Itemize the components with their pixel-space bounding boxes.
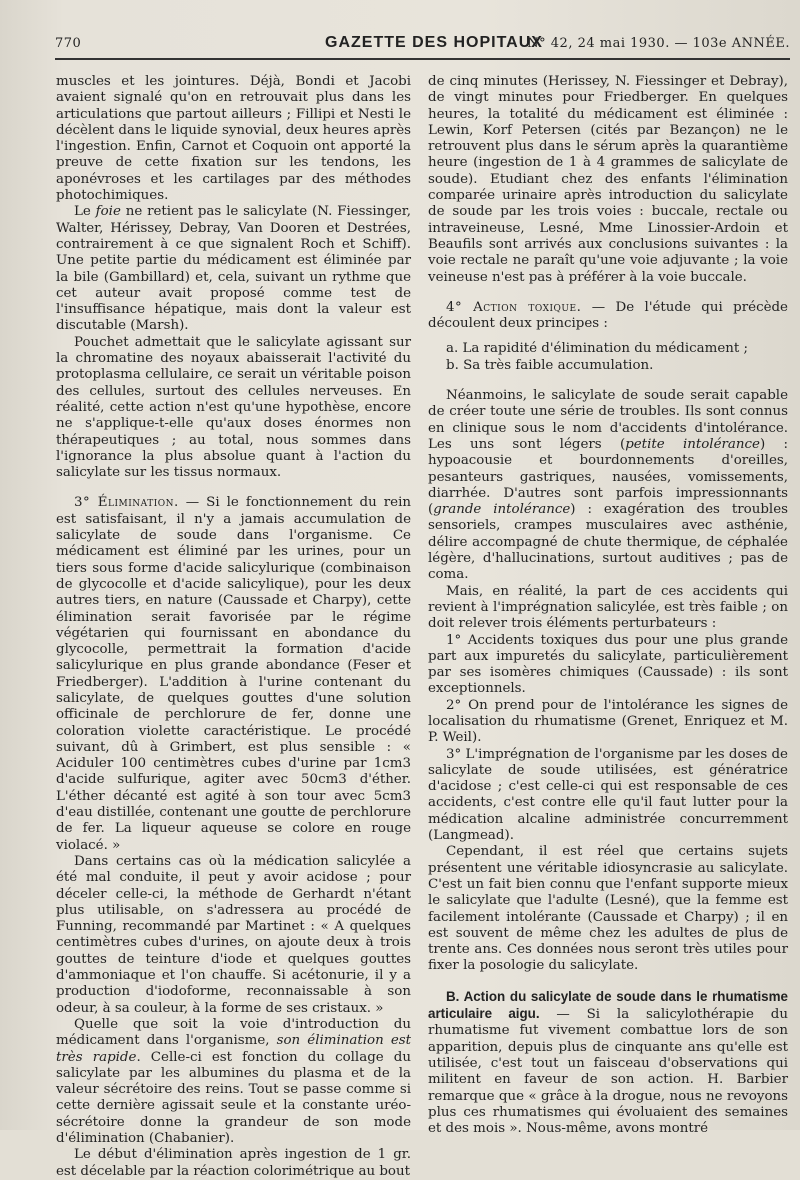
text-run: Quelle que soit la voie d'introduction du médicament dans l'organisme, bbox=[56, 1016, 411, 1049]
page-header bbox=[55, 30, 790, 60]
text-run: ne retient pas le salicylate (N. Fiessinger, Walter, Hérissey, Debray, Van Dooren et Destrées, contrairement à ce que signalent Roch et Schiff). Une petite partie du médicament est éliminée par la bile (Gambillard) et, cela, suivant un rythme que cet auteur avait proposé comme test de l'insuffisance hépatique, mais dont la valeur est discutable (Marsh). bbox=[56, 204, 411, 334]
text-run: — Si la salicylothérapie du rhumatisme fut vivement combattue lors de son apparition, depuis plus de cinquante ans qu'elle est utilisée, c'est tout un faisceau d'observations qui militent en faveur de son action. H. Barbier remarque que « grâce à la drogue, nous ne revoyons plus ces rhumatismes qui évoluaient des semaines et des mois ». Nous-même, avons montré bbox=[428, 1007, 788, 1137]
section-heading: 3° Élimination. bbox=[74, 495, 179, 511]
paragraph bbox=[428, 388, 788, 584]
section-paragraph bbox=[428, 989, 788, 1138]
paragraph bbox=[56, 204, 411, 334]
list-item: a. La rapidité d'élimination du médicament ; bbox=[446, 341, 749, 357]
italic-text: grande intolérance bbox=[433, 502, 571, 518]
paragraph bbox=[56, 1017, 411, 1147]
list-item: b. Sa très faible accumulation. bbox=[446, 357, 654, 373]
text-run: — Si le fonctionnement du rein est satisfaisant, il n'y a jamais accumulation de salicylate de soude dans l'organisme. Ce médicament est éliminé par les urines, pour un tiers sous forme d'acide salicylurique (combinaison de glycocolle et d'acide salicylique), pour les deux autres tiers, en nature (Caussade et Charpy), cette élimination serait favorisée par le régime végétarien qui fournissant en abondance du glycocolle, permettrait la formation d'acide salicylurique en plus grande abondance (Feser et Friedberger). L'addition à l'urine contenant du salicylate, de quelques gouttes d'une solution officinale de perchlorure de fer, donne une coloration violette caractéristique. Le procédé suivant, dû à Grimbert, est plus sensible : « Aciduler 100 centimètres cubes d'urine par 1cm3 d'acide sulfurique, agiter avec 50cm3 d'éther. L'éther décanté est agité à son tour avec 5cm3 d'eau distillée, contenant une goutte de perchlorure de fer. La liqueur aqueuse se colore en rouge violacé. » bbox=[56, 495, 411, 853]
paragraph: Mais, en réalité, la part de ces accidents qui revient à l'imprégnation salicylée, est très faible ; on doit relever trois éléments perturbateurs : bbox=[428, 583, 788, 632]
text-run: Néanmoins, le salicylate de soude serait capable de créer toute une série de troubles. Ils sont connus en clinique sous le nom d'accidents d'intolérance. Les uns sont légers ( bbox=[428, 388, 788, 452]
text-run: ) : exagération des troubles sensoriels, crampes musculaires avec asthénie, délire accompagné de chute thermique, de céphalée légère, d'hallucinations, surtout auditives ; pas de coma. bbox=[428, 502, 788, 583]
text-run: — De l'étude qui précède découlent deux principes : bbox=[428, 299, 788, 332]
section-paragraph bbox=[428, 300, 788, 333]
paragraph: Dans certains cas où la médication salicylée a été mal conduite, il peut y avoir acidose ; pour déceler celle-ci, la méthode de Gerhardt n'étant plus utilisable, on s'adressera au procédé de Funning, recommandé par Martinet : « A quelques centimètres cubes d'urines, on ajoute deux à trois gouttes de teinture d'iode et quelques gouttes d'ammoniaque et l'on chauffe. Si acétonurie, il y a production d'iodoforme, reconnaissable à son odeur, à sa couleur, à la forme de ses cristaux. » bbox=[56, 853, 411, 1016]
left-column bbox=[56, 74, 412, 1179]
paragraph: Pouchet admettait que le salicylate agissant sur la chromatine des noyaux abaisserait l'activité du protoplasma cellulaire, ce serait un véritable poison des cellules, surtout des cellules nerveuses. En réalité, cette action n'est qu'une hypothèse, encore ne s'applique-t-elle qu'aux doses énormes non thérapeutiques ; au total, nous sommes dans l'ignorance la plus absolue quant à l'action du salicylate sur les tissus normaux. bbox=[56, 334, 411, 481]
right-column bbox=[428, 74, 788, 1137]
section-heading: 4° Action toxique. bbox=[446, 299, 582, 315]
text-run: . Celle-ci est fonction du collage du salicylate par les albumines du plasma et de la valeur sécrétoire des reins. Tout se passe comme si cette dernière agissait seule et la constante uréo-sécrétoire donne la grandeur de son mode d'élimination (Chabanier). bbox=[56, 1049, 411, 1146]
page-number: 770 bbox=[55, 36, 82, 51]
journal-title: GAZETTE DES HOPITAUX bbox=[325, 34, 543, 51]
paragraph: 2° On prend pour de l'intolérance les signes de localisation du rhumatisme (Grenet, Enriquez et M. P. Weil). bbox=[428, 697, 788, 746]
paragraph: Cependant, il est réel que certains sujets présentent une véritable idiosyncrasie au salicylate. C'est un fait bien connu que l'enfant supporte mieux le salicylate que l'adulte (Lesné), que la femme est facilement intolérante (Caussade et Charpy) ; il en est souvent de même chez les adultes de plus de trente ans. Ces données nous seront très utiles pour fixer la posologie du salicylate. bbox=[428, 844, 788, 974]
text-run: ) : hypoacousie et bourdonnements d'oreilles, pesanteurs gastriques, nausées, vomissements, diarrhée. D'autres sont parfois impressionnants ( bbox=[428, 436, 788, 518]
paragraph: 1° Accidents toxiques dus pour une plus grande part aux impuretés du salicylate, particulièrement par ses isomères chimiques (Caussade) : ils sont exceptionnels. bbox=[428, 632, 788, 697]
section-heading: B. Action du salicylate de soude dans le rhumatisme articulaire aigu. bbox=[428, 988, 788, 1022]
paragraph: Le début d'élimination après ingestion de 1 gr. est décelable par la réaction colorimétrique au bout bbox=[56, 1147, 411, 1179]
italic-text: petite intolérance bbox=[625, 436, 760, 452]
paragraph: muscles et les jointures. Déjà, Bondi et Jacobi avaient signalé qu'on en retrouvait plus dans les articulations que partout ailleurs ; Fillipi et Nesti le décèlent dans le liquide synovial, deux heures après l'ingestion. Enfin, Carnot et Coquoin ont apporté la preuve de cette fixation sur les tendons, les aponévroses et les cartilages par des méthodes photochimiques. bbox=[56, 74, 412, 204]
italic-text: son élimination est très rapide bbox=[56, 1033, 411, 1065]
issue-info: N° 42, 24 mai 1930. — 103e ANNÉE. bbox=[527, 36, 790, 51]
text-run: Le bbox=[74, 204, 96, 220]
italic-text: foie bbox=[95, 204, 121, 220]
paragraph: de cinq minutes (Herissey, N. Fiessinger et Debray), de vingt minutes pour Friedberger. En quelques heures, la totalité du médicament est éliminée : Lewin, Korf Petersen (cités par Bezançon) ne le retrouvent plus dans le sérum après la quarantième heure (ingestion de 1 à 4 grammes de salicylate de soude). Etudiant chez des enfants l'élimination comparée urinaire après introduction du salicylate de soude par les trois voies : buccale, rectale ou intraveineuse, Lesné, Mme Linossier-Ardoin et Beaufils sont arrivés aux conclusions suivantes : la voie rectale ne paraît qu'une voie adjuvante ; la voie veineuse n'est pas à préférer à la voie buccale. bbox=[428, 74, 788, 285]
paragraph: 3° L'imprégnation de l'organisme par les doses de salicylate de soude utilisées, est génératrice d'acidose ; c'est celle-ci qui est responsable de ces accidents, c'est contre elle qu'il faut lutter pour la médication alcaline administrée concurremment (Langmead). bbox=[428, 746, 788, 844]
section-paragraph bbox=[56, 495, 411, 854]
